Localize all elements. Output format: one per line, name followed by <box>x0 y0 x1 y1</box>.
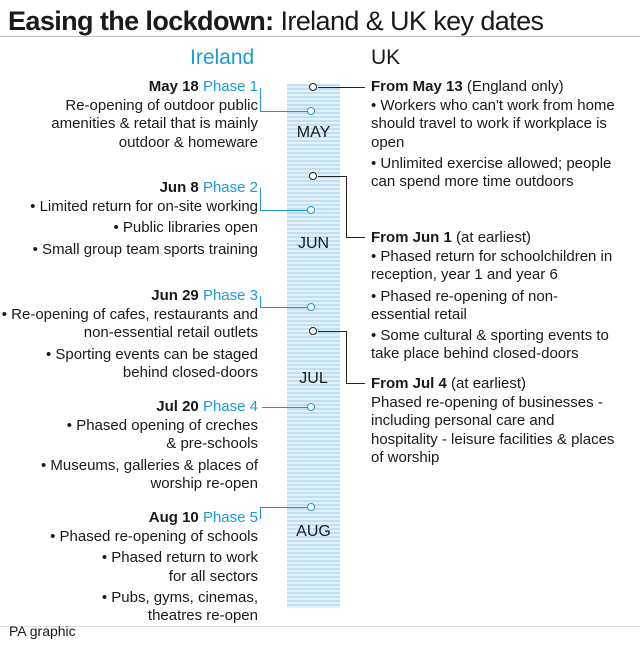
uk-connector-3-b <box>346 331 347 384</box>
uk-step-may-13 <box>371 78 633 191</box>
ireland-phase-5 <box>0 509 258 625</box>
title-rest: Ireland & UK key dates <box>280 6 544 36</box>
uk-step-1-note: (England only) <box>466 78 564 95</box>
ie-connector-2 <box>260 188 261 211</box>
ie-phase-5-item: • Phased return to work for all sectors <box>101 549 258 585</box>
title-bold: Easing the lockdown: <box>8 6 274 36</box>
ie-phase-2-item: • Public libraries open <box>113 219 258 237</box>
uk-step-2-item: • Some cultural & sporting events to take place behind closed-doors <box>371 327 609 363</box>
ie-phase-3-item: • Re-opening of cafes, restaurants and non-essential retail outlets <box>1 306 258 342</box>
ireland-phase-1 <box>0 78 258 152</box>
uk-step-2-header <box>371 229 633 247</box>
ie-phase-1-item: Re-opening of outdoor public amenities & retail that is mainly outdoor & homeware <box>51 97 258 151</box>
ie-marker-phase-1 <box>307 107 315 115</box>
ie-phase-4-header <box>0 398 258 416</box>
uk-connector-3-c <box>346 383 365 384</box>
ie-phase-2-date: Jun 8 <box>159 179 199 196</box>
uk-step-1-date: From May 13 <box>371 78 463 95</box>
ie-connector-4-h <box>262 407 308 408</box>
ie-connector-1-h <box>260 111 308 112</box>
uk-connector-2-c <box>346 237 365 238</box>
ie-phase-5-date: Aug 10 <box>148 509 199 526</box>
uk-step-1-item: • Workers who can't work from home should travel to work if workplace is open <box>371 97 615 151</box>
ireland-column-heading: Ireland <box>190 46 255 69</box>
source-credit: PA graphic <box>9 623 76 639</box>
ie-phase-3-item: • Sporting events can be staged behind closed-doors <box>45 345 258 381</box>
ireland-phase-2 <box>0 179 258 259</box>
uk-step-jul-4 <box>371 375 633 467</box>
uk-marker-jul-4 <box>309 327 317 335</box>
ie-phase-2-item: • Limited return for on-site working <box>30 198 258 216</box>
ie-phase-4-phase: Phase 4 <box>202 398 258 415</box>
uk-step-2-item: • Phased return for schoolchildren in reception, year 1 and year 6 <box>371 248 613 284</box>
month-label-may: MAY <box>296 124 331 141</box>
ie-phase-4-date: Jul 20 <box>156 398 199 415</box>
page-title <box>8 4 543 38</box>
uk-connector-3-a <box>318 331 347 332</box>
uk-step-1-item: • Unlimited exercise allowed; people can spend more time outdoors <box>371 154 612 191</box>
bottom-divider <box>0 626 640 627</box>
uk-connector-2-a <box>318 176 347 177</box>
ie-phase-5-item: • Pubs, gyms, cinemas, theatres re-open <box>101 588 258 625</box>
month-label-jun: JUN <box>297 235 330 252</box>
ie-connector-3-h <box>260 307 308 308</box>
ie-phase-1-header <box>0 78 258 96</box>
ie-phase-4-item: • Phased opening of creches & pre-schools <box>66 417 258 453</box>
ie-phase-5-phase: Phase 5 <box>202 509 258 526</box>
ireland-phase-4 <box>0 398 258 493</box>
ie-marker-phase-4 <box>307 403 315 411</box>
ie-connector-2-h <box>260 210 308 211</box>
uk-column-heading: UK <box>371 46 401 69</box>
uk-step-3-item: Phased re-opening of businesses - including personal care and hospitality - leisure facilities & places of worship <box>371 394 615 466</box>
ie-phase-2-phase: Phase 2 <box>202 179 258 196</box>
ie-connector-5-h <box>260 507 308 508</box>
ie-phase-5-header <box>0 509 258 527</box>
month-label-aug: AUG <box>296 523 331 540</box>
uk-marker-jun-1 <box>309 172 317 180</box>
ie-connector-5 <box>260 507 261 519</box>
ie-marker-phase-3 <box>307 303 315 311</box>
uk-step-3-date: From Jul 4 <box>371 375 447 392</box>
uk-connector-2-b <box>346 176 347 238</box>
uk-step-jun-1 <box>371 229 633 363</box>
ie-marker-phase-2 <box>307 206 315 214</box>
ie-phase-1-date: May 18 <box>148 78 199 95</box>
month-label-jul: JUL <box>299 370 328 387</box>
uk-step-2-note: (at earliest) <box>456 229 532 246</box>
uk-step-1-header <box>371 78 633 96</box>
ie-phase-3-date: Jun 29 <box>151 287 199 304</box>
uk-step-3-header <box>371 375 633 393</box>
top-divider <box>0 36 640 37</box>
uk-step-3-note: (at earliest) <box>451 375 527 392</box>
ie-phase-2-header <box>0 179 258 197</box>
ie-phase-5-item: • Phased re-opening of schools <box>50 528 258 546</box>
ie-phase-3-header <box>0 287 258 305</box>
uk-connector-1 <box>318 87 365 88</box>
uk-marker-may-13 <box>309 83 317 91</box>
ie-phase-2-item: • Small group team sports training <box>32 240 258 258</box>
uk-step-2-date: From Jun 1 <box>371 229 452 246</box>
uk-step-2-item: • Phased re-opening of non-essential retail <box>371 287 559 323</box>
ie-connector-1 <box>260 88 261 112</box>
ireland-phase-3 <box>0 287 258 382</box>
ie-marker-phase-5 <box>307 503 315 511</box>
ie-phase-4-item: • Museums, galleries & places of worship re-open <box>40 456 258 492</box>
ie-phase-1-phase: Phase 1 <box>202 78 258 95</box>
ie-phase-3-phase: Phase 3 <box>202 287 258 304</box>
